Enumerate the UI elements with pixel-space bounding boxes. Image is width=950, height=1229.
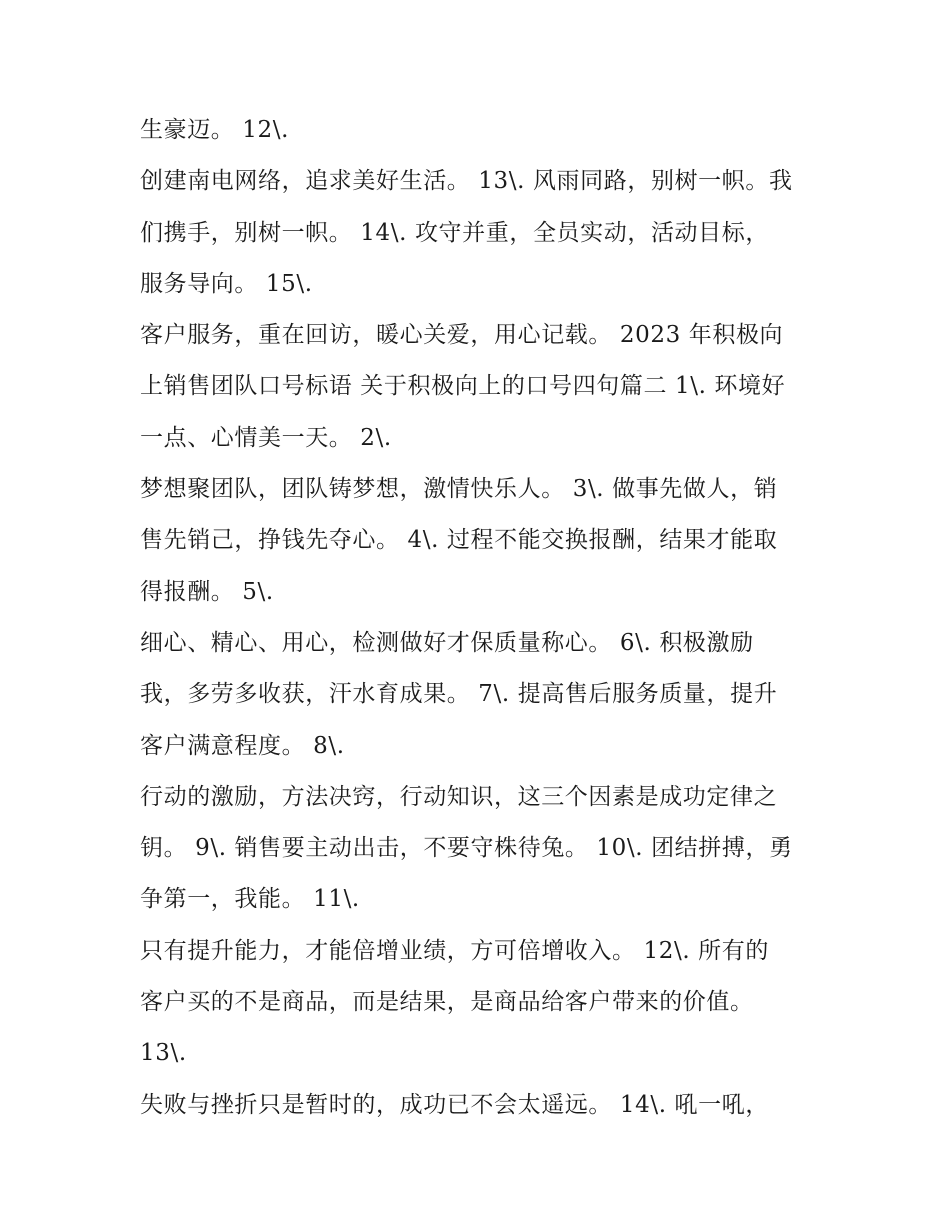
text-line: 一点、心情美一天。 2\.: [140, 424, 392, 451]
text-line: 争第一，我能。 11\.: [140, 886, 360, 913]
text-line: 我，多劳多收获，汗水育成果。 7\. 提高售后服务质量，提升: [140, 681, 778, 708]
text-line: 创建南电网络，追求美好生活。 13\. 风雨同路，别树一帜。我: [140, 168, 793, 195]
text-line: 上销售团队口号标语 关于积极向上的口号四句篇二 1\. 环境好: [140, 373, 786, 400]
text-line: 客户买的不是商品，而是结果，是商品给客户带来的价值。: [140, 989, 754, 1016]
text-line: 服务导向。 15\.: [140, 270, 313, 297]
text-line: 13\.: [140, 1040, 187, 1067]
text-line: 钥。 9\. 销售要主动出击，不要守株待兔。 10\. 团结拼搏，勇: [140, 835, 793, 862]
text-line: 细心、精心、用心，检测做好才保质量称心。 6\. 积极激励: [140, 629, 754, 656]
text-line: 售先销己，挣钱先夺心。 4\. 过程不能交换报酬，结果才能取: [140, 527, 778, 554]
text-line: 客户服务，重在回访，暖心关爱，用心记载。 2023 年积极向: [140, 322, 784, 349]
text-line: 行动的激励，方法决窍，行动知识，这三个因素是成功定律之: [140, 783, 778, 810]
text-line: 客户满意程度。 8\.: [140, 732, 345, 759]
text-line: 失败与挫折只是暂时的，成功已不会太遥远。 14\. 吼一吼，: [140, 1091, 769, 1118]
text-line: 得报酬。 5\.: [140, 578, 274, 605]
text-line: 只有提升能力，才能倍增业绩，方可倍增收入。 12\. 所有的: [140, 937, 769, 964]
text-line: 生豪迈。 12\.: [140, 117, 290, 143]
text-line: 梦想聚团队，团队铸梦想，激情快乐人。 3\. 做事先做人，销: [140, 476, 778, 503]
text-line: 们携手，别树一帜。 14\. 攻守并重，全员实动，活动目标，: [140, 219, 769, 246]
document-body: [140, 110, 830, 1136]
